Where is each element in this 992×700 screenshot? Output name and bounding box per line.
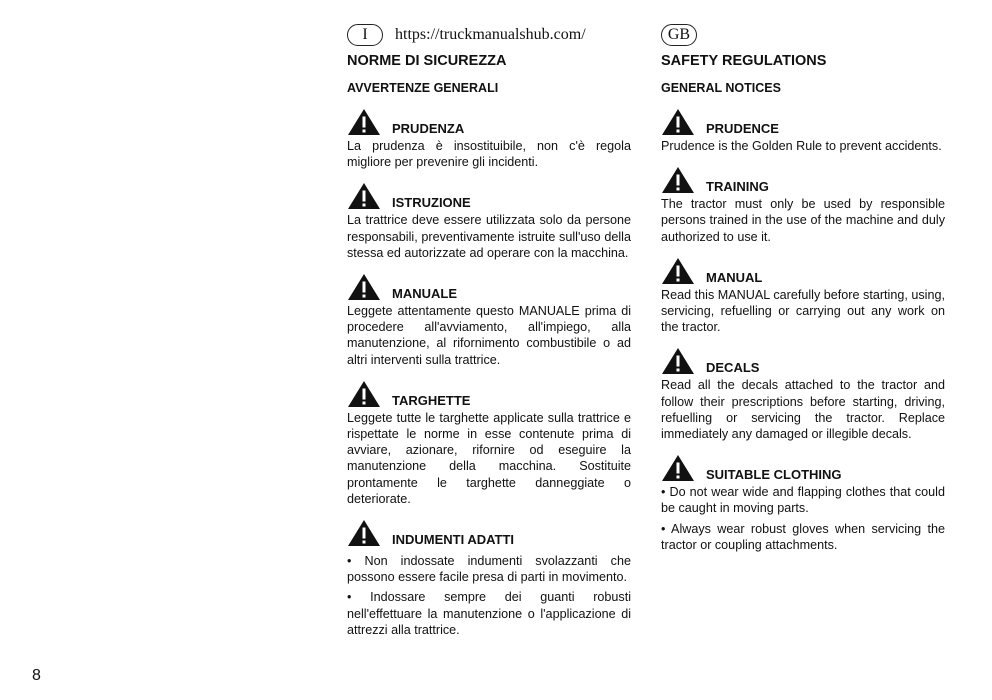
section-title: INDUMENTI ADATTI: [392, 532, 515, 548]
italian-column: [347, 22, 631, 638]
section-title: PRUDENCE: [706, 121, 779, 136]
english-title: SAFETY REGULATIONS: [661, 53, 827, 69]
section-text: Leggete tutte le targhette applicate sulla trattrice e rispettate le norme in esse contenute prima di avviare, azionare, rifornire od eseguire la manutenzione della macchina. Sostituite prontamente le targhette danneggiate o deteriorate.: [347, 410, 631, 506]
warning-icon: [347, 182, 381, 210]
section-title: MANUALE: [392, 286, 457, 302]
italian-section-manuale: [347, 271, 631, 368]
section-title: TARGHETTE: [392, 392, 471, 408]
page-number: 8: [32, 667, 41, 684]
language-badge-english: GB: [661, 24, 697, 46]
section-title: SUITABLE CLOTHING: [706, 467, 842, 483]
section-text: The tractor must only be used by responsible persons trained in the use of the machine and duly authorized to use it.: [661, 197, 945, 244]
warning-icon: [661, 166, 695, 194]
section-text: Read all the decals attached to the tractor and follow their prescriptions before starting, driving, refuelling or servicing the tractor. Replace immediately any damaged or illegible decals.: [661, 378, 945, 442]
warning-icon: [661, 347, 695, 375]
english-header-row: [661, 22, 945, 48]
english-subtitle: GENERAL NOTICES: [661, 81, 781, 95]
section-text: • Indossare sempre dei guanti robusti nell'effettuare la manutenzione o l'applicazione di attrezzi alla trattrice.: [347, 590, 631, 637]
language-badge-italian: I: [347, 24, 383, 46]
section-text: Prudence is the Golden Rule to prevent accidents.: [661, 139, 942, 153]
italian-section-istruzione: [347, 180, 631, 261]
section-title: MANUAL: [706, 269, 763, 285]
section-text: Read this MANUAL carefully before starting, using, servicing, refuelling or carrying out any work on the tractor.: [661, 287, 945, 335]
italian-title: NORME DI SICUREZZA: [347, 53, 507, 69]
section-title: TRAINING: [706, 179, 769, 195]
section-text: La prudenza è insostituibile, non c'è regola migliore per prevenire gli incidenti.: [347, 139, 631, 170]
section-text: • Non indossate indumenti svolazzanti che possono essere facile presa di parti in movimento.: [347, 554, 631, 585]
italian-subtitle: AVVERTENZE GENERALI: [347, 81, 499, 95]
warning-icon: [661, 454, 695, 482]
italian-section-targhette: [347, 378, 631, 507]
section-text: La trattrice deve essere utilizzata solo da persone responsabili, preventivamente istruite sull'uso della stessa ed autorizzate ad operare con la macchina.: [347, 213, 631, 260]
section-title: PRUDENZA: [392, 121, 465, 136]
warning-icon: [347, 108, 381, 136]
warning-icon: [347, 380, 381, 408]
warning-icon: [347, 519, 381, 547]
english-section-suitable-clothing: [661, 452, 945, 553]
english-section-training: [661, 164, 945, 245]
section-text: • Always wear robust gloves when servicing the tractor or coupling attachments.: [661, 521, 945, 552]
warning-icon: [661, 257, 695, 285]
italian-section-indumenti-adatti: [347, 517, 631, 638]
english-section-decals: [661, 345, 945, 442]
section-text: Leggete attentamente questo MANUALE prima di procedere all'avviamento, all'impiego, alla manutenzione, al rifornimento combustibile o ad altri interventi sulla trattrice.: [347, 304, 631, 367]
english-section-prudence: [661, 106, 945, 154]
section-title: DECALS: [706, 360, 760, 376]
source-url[interactable]: https://truckmanualshub.com/: [395, 26, 586, 43]
english-section-manual: [661, 255, 945, 336]
warning-icon: [661, 108, 695, 136]
italian-header-row: [347, 22, 631, 48]
italian-section-prudenza: [347, 106, 631, 170]
english-column: [661, 22, 945, 553]
section-title: ISTRUZIONE: [392, 195, 471, 211]
warning-icon: [347, 273, 381, 301]
section-text: • Do not wear wide and flapping clothes that could be caught in moving parts.: [661, 485, 945, 516]
